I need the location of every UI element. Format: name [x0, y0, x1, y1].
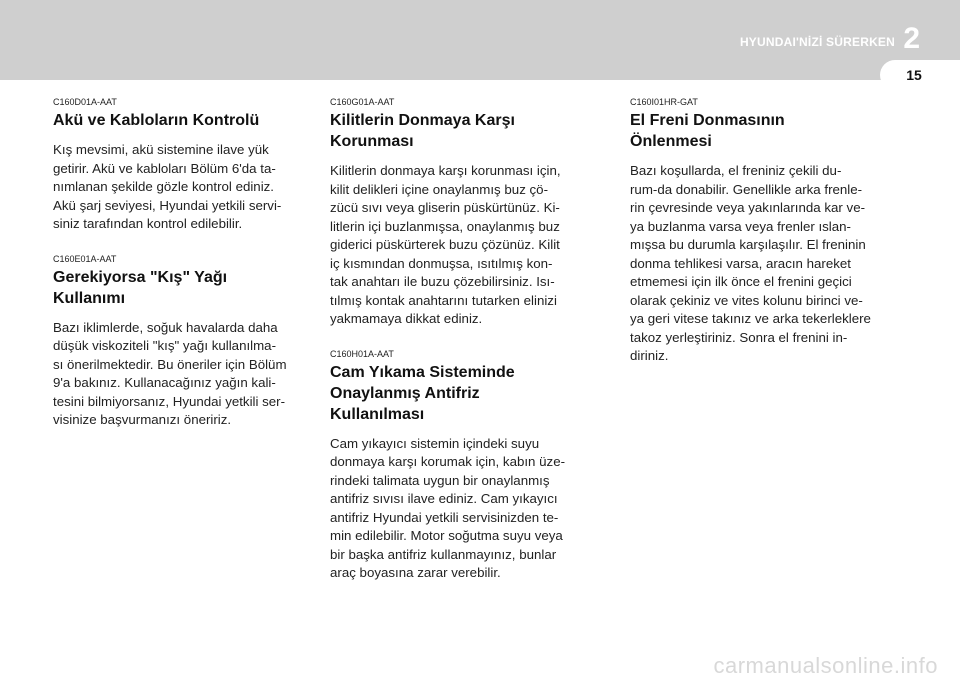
chapter-number: 2	[903, 22, 920, 55]
body-line: donmaya karşı korumak için, kabın üze-	[330, 454, 566, 469]
heading-line: El Freni Donmasının	[630, 112, 785, 129]
heading-line: Onaylanmış Antifriz	[330, 384, 480, 402]
section-body	[330, 162, 600, 329]
body-line: düşük viskoziteli "kış" yağı kullanılma-	[53, 338, 277, 353]
body-line: yakmamaya dikkat ediniz.	[330, 311, 483, 326]
section	[330, 349, 600, 583]
body-line: litlerin içi buzlanmışsa, onaylanmış buz	[330, 218, 560, 234]
section-code: C160I01HR-GAT	[630, 97, 698, 107]
body-line: Bazı iklimlerde, soğuk havalarda daha	[53, 319, 278, 335]
body-line: kilit delikleri içine onaylanmış buz çö-	[330, 181, 549, 197]
body-line: Kış mevsimi, akü sistemine ilave yük	[53, 142, 269, 157]
section-body	[630, 162, 900, 366]
body-line: getirir. Akü ve kabloları Bölüm 6'da ta-	[53, 160, 276, 176]
body-line: siniz tarafından kontrol edilebilir.	[53, 216, 243, 231]
section-code: C160H01A-AAT	[330, 348, 394, 359]
section-code: C160D01A-AAT	[53, 97, 117, 107]
body-line: visinize başvurmanızı öneririz.	[53, 412, 232, 427]
body-line: araç boyasına zarar verebilir.	[330, 565, 501, 580]
body-line: rum-da donabilir. Genellikle arka frenle-	[630, 181, 863, 197]
body-line: Akü şarj seviyesi, Hyundai yetkili servi-	[53, 197, 282, 213]
body-line: olarak çekiniz ve vites kolunu birinci ve-	[630, 292, 863, 308]
heading-line: Kilitlerin Donmaya Karşı	[330, 112, 515, 129]
heading-line: Korunması	[330, 133, 414, 150]
body-line: antifriz sıvısı ilave ediniz. Cam yıkayıcı	[330, 491, 558, 506]
section-heading	[330, 110, 600, 152]
body-line: zücü sıvı veya gliserin püskürtünüz. Ki-	[330, 200, 560, 215]
body-line: tesini bilmiyorsanız, Hyundai yetkili ser-	[53, 393, 286, 409]
body-line: ya buzlanma varsa veya frenler ıslan-	[630, 218, 851, 234]
body-line: giderici püskürterek buzu çözünüz. Kilit	[330, 237, 560, 252]
watermark: carmanualsonline.info	[713, 653, 938, 678]
heading-line: Kullanımı	[53, 289, 126, 307]
body-line: Cam yıkayıcı sistemin içindeki suyu	[330, 435, 540, 451]
section-heading	[330, 362, 600, 425]
column-1	[53, 97, 323, 450]
heading-line: Akü ve Kabloların Kontrolü	[53, 112, 260, 129]
heading-line: Önlenmesi	[630, 133, 712, 150]
heading-line: Cam Yıkama Sisteminde	[330, 363, 515, 381]
section	[630, 97, 900, 366]
column-3	[630, 97, 900, 386]
body-line: donma tehlikesi varsa, aracın hareket	[630, 255, 851, 271]
body-line: tak anahtarı ile buzu çözebilirsiniz. Isı-	[330, 274, 555, 289]
body-line: iç kısmından donmuşsa, ısıtılmış kon-	[330, 255, 553, 271]
section	[53, 97, 323, 234]
body-line: nımlanan şekilde gözle kontrol ediniz.	[53, 179, 275, 194]
body-line: sı önerilmektedir. Bu öneriler için Bölüm	[53, 356, 287, 372]
body-line: diriniz.	[630, 348, 669, 363]
column-2	[330, 97, 600, 603]
page-number: 15	[906, 67, 922, 83]
body-line: 9'a bakınız. Kullanacağınız yağın kali-	[53, 375, 276, 390]
body-line: rin çevresinde veya yakınlarında kar ve-	[630, 200, 866, 215]
section-heading	[53, 267, 323, 309]
section-code: C160E01A-AAT	[53, 253, 117, 264]
body-line: ya geri vitese takınız ve arka tekerleklere	[630, 311, 871, 326]
section	[330, 97, 600, 329]
section-body	[53, 319, 323, 430]
body-line: takoz yerleştiriniz. Sonra el frenini in-	[630, 329, 848, 345]
body-line: tılmış kontak anahtarını tutarken elinizi	[330, 292, 557, 308]
body-line: antifriz Hyundai yetkili servisinizden te-	[330, 509, 559, 525]
heading-line: Kullanılması	[330, 405, 425, 423]
section-body	[53, 141, 323, 234]
section	[53, 254, 323, 430]
section-heading	[53, 110, 323, 131]
body-line: Bazı koşullarda, el freniniz çekili du-	[630, 163, 842, 178]
section-code: C160G01A-AAT	[330, 97, 395, 107]
body-line: bir başka antifriz kullanmayınız, bunlar	[330, 546, 557, 562]
section-body	[330, 435, 600, 583]
heading-line: Gerekiyorsa "Kış" Yağı	[53, 268, 228, 286]
chapter-title: HYUNDAI'NİZİ SÜRERKEN	[739, 35, 895, 49]
body-line: Kilitlerin donmaya karşı korunması için,	[330, 163, 561, 178]
body-line: min edilebilir. Motor soğutma suyu veya	[330, 528, 563, 543]
section-heading	[630, 110, 900, 152]
body-line: etmemesi için ilk önce el frenini geçici	[630, 274, 852, 289]
body-line: rindeki talimata uygun bir onaylanmış	[330, 472, 550, 488]
body-line: mışsa bu durumla karşılaşılır. El freninin	[630, 237, 866, 252]
